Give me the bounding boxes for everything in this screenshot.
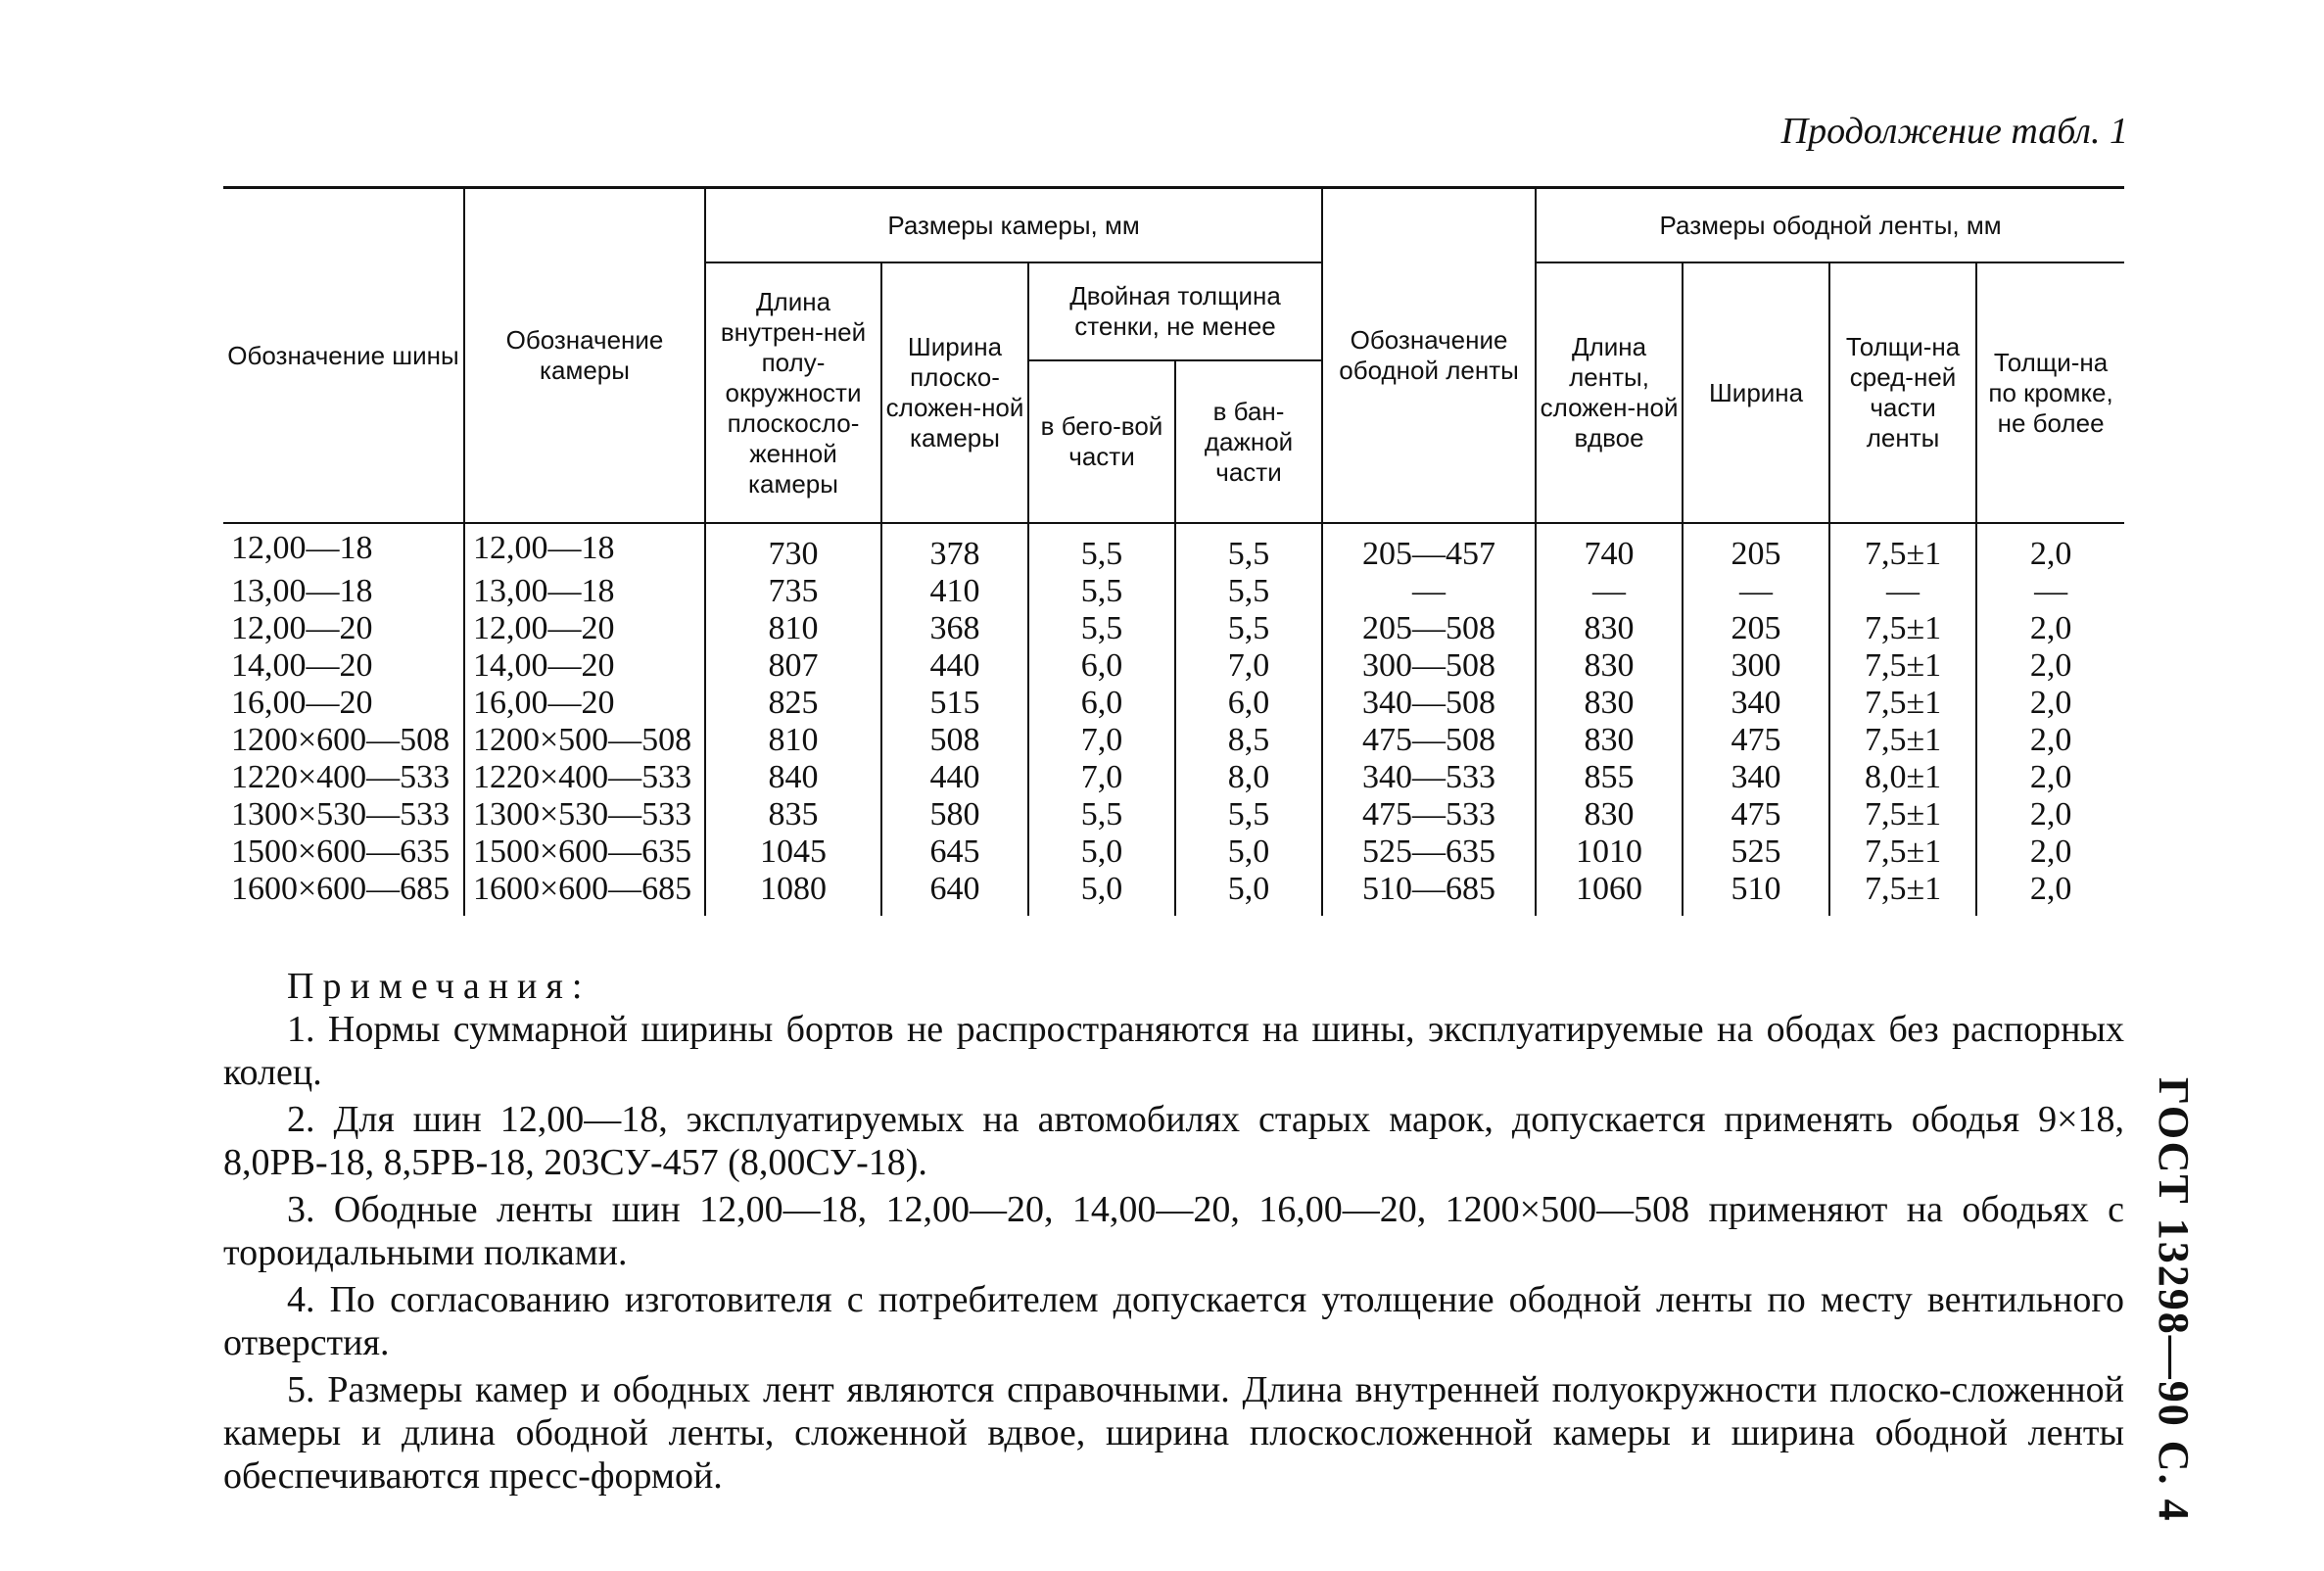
- cell-flat-width: 640: [881, 871, 1028, 916]
- header-double-wall-thickness: Двойная толщина стенки, не менее: [1028, 262, 1322, 360]
- header-tire-designation: Обозначение шины: [223, 188, 464, 524]
- cell-flap-designation: 510—685: [1322, 871, 1536, 916]
- cell-tube-designation: 12,00—20: [464, 610, 705, 647]
- cell-inner-length: 1045: [705, 833, 881, 871]
- cell-flap-width: 300: [1683, 647, 1829, 685]
- cell-tread-thickness: 7,0: [1028, 759, 1175, 796]
- cell-tube-designation: 13,00—18: [464, 573, 705, 610]
- header-flap-width: Ширина: [1683, 262, 1829, 523]
- cell-bead-thickness: 5,5: [1175, 796, 1322, 833]
- cell-flap-designation: 205—508: [1322, 610, 1536, 647]
- header-tread-part: в бего-вой части: [1028, 360, 1175, 523]
- cell-tire-designation: 14,00—20: [223, 647, 464, 685]
- cell-tread-thickness: 5,5: [1028, 796, 1175, 833]
- cell-inner-length: 835: [705, 796, 881, 833]
- table-row: [223, 610, 2124, 647]
- table-body: [223, 523, 2124, 916]
- cell-flap-length: —: [1536, 573, 1683, 610]
- cell-tread-thickness: 6,0: [1028, 685, 1175, 722]
- header-flap-edge-thickness: Толщи-на по кромке, не более: [1976, 262, 2124, 523]
- cell-tread-thickness: 5,5: [1028, 573, 1175, 610]
- cell-tread-thickness: 7,0: [1028, 722, 1175, 759]
- note-5: 5. Размеры камер и ободных лент являются справочными. Длина внутренней полуокружности плоско-сложенной камеры и длина ободной ленты, сложенной вдвое, ширина плоскосложенной камеры и ширина ободной ленты обеспечиваются пресс-формой.: [223, 1369, 2124, 1497]
- cell-flap-width: 340: [1683, 759, 1829, 796]
- cell-edge-thickness: 2,0: [1976, 722, 2124, 759]
- cell-flap-length: 830: [1536, 610, 1683, 647]
- table-row: [223, 722, 2124, 759]
- table-row: [223, 796, 2124, 833]
- cell-flap-width: 510: [1683, 871, 1829, 916]
- note-2: 2. Для шин 12,00—18, эксплуатируемых на автомобилях старых марок, допускается применять ободья 9×18, 8,0РВ-18, 8,5РВ-18, 203СУ-457 (8,00СУ-18).: [223, 1099, 2124, 1183]
- cell-bead-thickness: 8,5: [1175, 722, 1322, 759]
- cell-edge-thickness: 2,0: [1976, 871, 2124, 916]
- cell-flap-length: 1060: [1536, 871, 1683, 916]
- cell-flap-width: 340: [1683, 685, 1829, 722]
- cell-flap-length: 855: [1536, 759, 1683, 796]
- cell-flat-width: 580: [881, 796, 1028, 833]
- cell-edge-thickness: 2,0: [1976, 796, 2124, 833]
- cell-bead-thickness: 7,0: [1175, 647, 1322, 685]
- cell-bead-thickness: 5,0: [1175, 871, 1322, 916]
- note-3: 3. Ободные ленты шин 12,00—18, 12,00—20, 14,00—20, 16,00—20, 1200×500—508 применяют на ободьях с тороидальными полками.: [223, 1189, 2124, 1273]
- table-row: [223, 759, 2124, 796]
- table-row: [223, 833, 2124, 871]
- table-row: [223, 573, 2124, 610]
- cell-flap-width: 525: [1683, 833, 1829, 871]
- cell-tire-designation: 1220×400—533: [223, 759, 464, 796]
- cell-flap-width: 205: [1683, 523, 1829, 573]
- header-flap-mid-thickness: Толщи-на сред-ней части ленты: [1829, 262, 1976, 523]
- header-flap-designation: Обозначение ободной ленты: [1322, 188, 1536, 524]
- cell-mid-thickness: 7,5±1: [1829, 833, 1976, 871]
- cell-inner-length: 825: [705, 685, 881, 722]
- cell-flap-length: 830: [1536, 685, 1683, 722]
- notes-section: [223, 965, 2124, 1501]
- cell-flat-width: 368: [881, 610, 1028, 647]
- cell-mid-thickness: 8,0±1: [1829, 759, 1976, 796]
- cell-mid-thickness: 7,5±1: [1829, 796, 1976, 833]
- cell-tire-designation: 12,00—20: [223, 610, 464, 647]
- cell-mid-thickness: 7,5±1: [1829, 685, 1976, 722]
- cell-bead-thickness: 5,0: [1175, 833, 1322, 871]
- cell-mid-thickness: 7,5±1: [1829, 871, 1976, 916]
- cell-inner-length: 1080: [705, 871, 881, 916]
- cell-inner-length: 730: [705, 523, 881, 573]
- header-tube-designation: Обозначение камеры: [464, 188, 705, 524]
- cell-mid-thickness: 7,5±1: [1829, 523, 1976, 573]
- cell-tire-designation: 12,00—18: [223, 523, 464, 573]
- cell-inner-length: 840: [705, 759, 881, 796]
- note-1: 1. Нормы суммарной ширины бортов не распространяются на шины, эксплуатируемые на ободах без распорных колец.: [223, 1009, 2124, 1093]
- cell-flap-width: 475: [1683, 722, 1829, 759]
- cell-flap-designation: —: [1322, 573, 1536, 610]
- cell-bead-thickness: 6,0: [1175, 685, 1322, 722]
- cell-inner-length: 807: [705, 647, 881, 685]
- cell-flap-designation: 525—635: [1322, 833, 1536, 871]
- cell-edge-thickness: 2,0: [1976, 523, 2124, 573]
- cell-tube-designation: 14,00—20: [464, 647, 705, 685]
- cell-flap-width: 205: [1683, 610, 1829, 647]
- header-flap-dimensions: Размеры ободной ленты, мм: [1536, 188, 2124, 263]
- header-inner-semicircle-length: Длина внутрен-ней полу-окружности плоскосло-женной камеры: [705, 262, 881, 523]
- cell-flap-designation: 340—533: [1322, 759, 1536, 796]
- cell-flat-width: 440: [881, 647, 1028, 685]
- cell-flat-width: 508: [881, 722, 1028, 759]
- cell-tire-designation: 1200×600—508: [223, 722, 464, 759]
- cell-mid-thickness: 7,5±1: [1829, 610, 1976, 647]
- cell-tire-designation: 1500×600—635: [223, 833, 464, 871]
- cell-tire-designation: 1600×600—685: [223, 871, 464, 916]
- cell-flat-width: 410: [881, 573, 1028, 610]
- header-flap-length-doubled: Длина ленты, сложен-ной вдвое: [1536, 262, 1683, 523]
- cell-mid-thickness: —: [1829, 573, 1976, 610]
- cell-mid-thickness: 7,5±1: [1829, 722, 1976, 759]
- cell-tube-designation: 1220×400—533: [464, 759, 705, 796]
- tube-flap-table: [223, 186, 2124, 916]
- cell-tube-designation: 12,00—18: [464, 523, 705, 573]
- cell-tread-thickness: 5,0: [1028, 871, 1175, 916]
- table-row: [223, 523, 2124, 573]
- table-row: [223, 647, 2124, 685]
- cell-bead-thickness: 5,5: [1175, 523, 1322, 573]
- cell-tube-designation: 16,00—20: [464, 685, 705, 722]
- cell-edge-thickness: 2,0: [1976, 833, 2124, 871]
- cell-tread-thickness: 5,5: [1028, 523, 1175, 573]
- cell-bead-thickness: 5,5: [1175, 610, 1322, 647]
- cell-flap-width: —: [1683, 573, 1829, 610]
- note-4: 4. По согласованию изготовителя с потребителем допускается утолщение ободной ленты по месту вентильного отверстия.: [223, 1279, 2124, 1363]
- cell-flap-designation: 340—508: [1322, 685, 1536, 722]
- cell-flap-designation: 205—457: [1322, 523, 1536, 573]
- header-bead-part: в бан-дажной части: [1175, 360, 1322, 523]
- cell-tube-designation: 1200×500—508: [464, 722, 705, 759]
- cell-bead-thickness: 5,5: [1175, 573, 1322, 610]
- cell-flap-length: 830: [1536, 796, 1683, 833]
- cell-inner-length: 810: [705, 722, 881, 759]
- cell-edge-thickness: 2,0: [1976, 685, 2124, 722]
- header-flat-tube-width: Ширина плоско-сложен-ной камеры: [881, 262, 1028, 523]
- cell-tire-designation: 1300×530—533: [223, 796, 464, 833]
- cell-flat-width: 440: [881, 759, 1028, 796]
- cell-flap-length: 830: [1536, 647, 1683, 685]
- cell-flap-designation: 475—533: [1322, 796, 1536, 833]
- cell-tube-designation: 1300×530—533: [464, 796, 705, 833]
- cell-tread-thickness: 5,5: [1028, 610, 1175, 647]
- cell-edge-thickness: 2,0: [1976, 610, 2124, 647]
- cell-inner-length: 810: [705, 610, 881, 647]
- cell-mid-thickness: 7,5±1: [1829, 647, 1976, 685]
- cell-inner-length: 735: [705, 573, 881, 610]
- cell-edge-thickness: 2,0: [1976, 647, 2124, 685]
- standard-page-label: ГОСТ 13298—90 С. 4: [2150, 1077, 2198, 1523]
- cell-tube-designation: 1500×600—635: [464, 833, 705, 871]
- cell-flap-length: 830: [1536, 722, 1683, 759]
- cell-tread-thickness: 5,0: [1028, 833, 1175, 871]
- cell-tire-designation: 13,00—18: [223, 573, 464, 610]
- header-tube-dimensions: Размеры камеры, мм: [705, 188, 1322, 263]
- table-row: [223, 685, 2124, 722]
- cell-tread-thickness: 6,0: [1028, 647, 1175, 685]
- cell-edge-thickness: 2,0: [1976, 759, 2124, 796]
- cell-edge-thickness: —: [1976, 573, 2124, 610]
- cell-tube-designation: 1600×600—685: [464, 871, 705, 916]
- cell-bead-thickness: 8,0: [1175, 759, 1322, 796]
- cell-flat-width: 515: [881, 685, 1028, 722]
- cell-flat-width: 378: [881, 523, 1028, 573]
- notes-title: Примечания:: [287, 966, 592, 1007]
- cell-flap-length: 740: [1536, 523, 1683, 573]
- cell-flap-width: 475: [1683, 796, 1829, 833]
- cell-flap-designation: 475—508: [1322, 722, 1536, 759]
- table-row: [223, 871, 2124, 916]
- cell-flap-designation: 300—508: [1322, 647, 1536, 685]
- continuation-label: Продолжение табл. 1: [1780, 111, 2128, 152]
- cell-flat-width: 645: [881, 833, 1028, 871]
- cell-flap-length: 1010: [1536, 833, 1683, 871]
- cell-tire-designation: 16,00—20: [223, 685, 464, 722]
